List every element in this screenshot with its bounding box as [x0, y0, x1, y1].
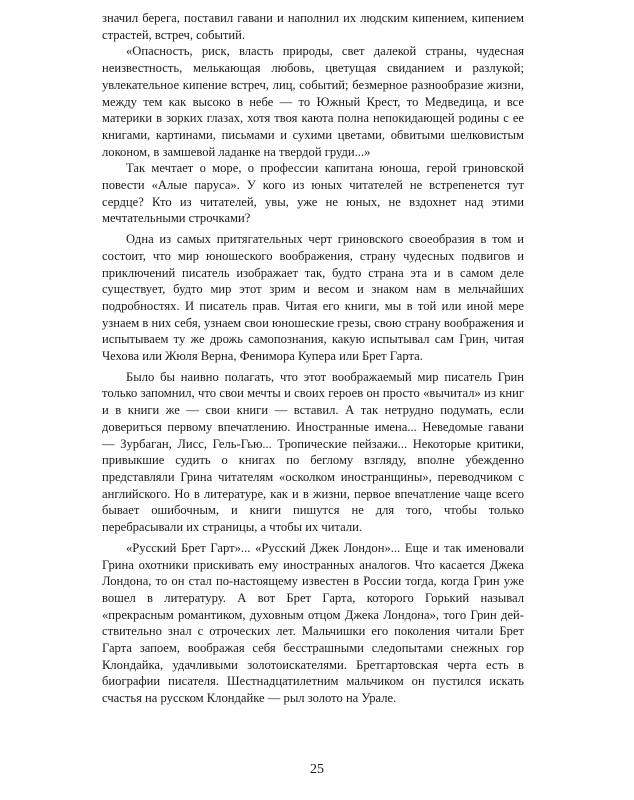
paragraph-imagined-world: Было бы наивно полагать, что этот воображаемый мир писатель Грин только запомнил, что свои мечты и своих героев он просто «вычитал» из книг и в книги же — свои книги — вставил. А так нетрудно подумать, если довериться первому впечатлению. Иностранные имена... Неведомые гавани — Зурбаган, Лисс, Гель-Гью... Тропические пейзажи... Некоторые критики, привыкшие судить о книгах по беглому взгляду, вполне убежденно представляли Грина читателям «осколком иностранщины», переводчиком с английского. Но в литературе, как и в жизни, первое впечатление чаще всего бывает ошибочным, и книги пишутся не для того, чтобы только перебрасывали их страницы, а чтобы их читали.: [102, 369, 524, 535]
page-number: 25: [310, 762, 324, 777]
paragraph-bret-harte: «Русский Брет Гарт»... «Русский Джек Лондон»... Еще и так именовали Грина охотники прискивать ему иностранных аналогов. Что касается Джека Лондона, то он стал по-настоящему известен в России тогда, когда Грин уже вошел в литературу. А вот Брет Гарта, которого Горький называл «прекрасным романтиком, духовным отцом Джека Лондона», того Грин действительно знал с отроческих лет. Мальчишки его поколения читали Брет Гарта запоем, воображая себя бесстрашными следопытами снежных гор Клондайка, удачливыми золотоискателями. Бретгартовская черта есть в биографии писателя. Шестнадцатилетним мальчиком он пустился искать счастья на русском Клондайке — рыл золото на Урале.: [102, 540, 524, 706]
page-body: [102, 10, 524, 707]
paragraph-continuation: значил берега, поставил гавани и наполнил их людским кипением, кипением страстей, встреч, событий.: [102, 11, 524, 42]
paragraph-quote-capitan: «Опасность, риск, власть природы, свет далекой страны, чудесная неизвестность, мелькающая любовь, цветущая свиданием и разлукой; увлекательное кипение встреч, лиц, событий; безмерное разнообразие жизни, между тем как высоко в небе — то Южный Крест, то Медведица, и все материки в зорких глазах, хотя твоя каюта полна непокидающей родины с ее книгами, картинами, письмами и сухими цветами, обвитыми шелковистым локоном, в замшевой ладанке на твердой груди...»: [102, 44, 524, 159]
paragraph-alye-parusa: Так мечтает о море, о профессии капитана юноша, герой гриновской повести «Алые паруса». У кого из юных читателей не встрепенется тут сердце? Кто из читателей, увы, уже не юных, не вздохнет над этими мечтательными строчками?: [102, 161, 524, 226]
paragraph-originality: Одна из самых притягательных черт гриновского своеобразия в том и состоит, что мир юношеского воображения, страну чудесных подвигов и приключений писатель изображает так, будто страна эта и в самом деле существует, будто мир этот зрим и весом и знаком нам в мельчайших подробностях. И писатель прав. Читая его книги, мы в той или иной мере узнаем в них себя, узнаем свои юношеские грезы, свою страну воображения и испытываем ту же дрожь самопознания, какую испытывал сам Грин, читая Чехова или Жюля Верна, Фенимора Купера или Брет Гарта.: [102, 232, 524, 364]
